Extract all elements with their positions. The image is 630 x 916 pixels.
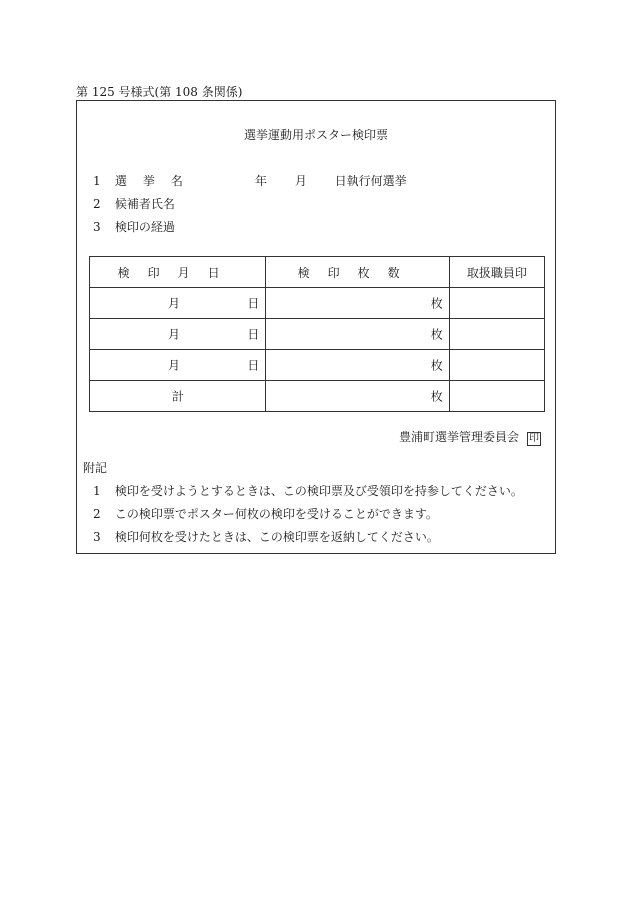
day-label: 日 (247, 296, 260, 311)
table-total-row (90, 381, 545, 412)
committee-name: 豊浦町選挙管理委員会 (398, 430, 519, 444)
item-label: 候補者氏名 (114, 197, 175, 211)
count-unit: 枚 (430, 389, 443, 404)
staff-seal-cell (449, 288, 544, 319)
date-cell (90, 288, 266, 319)
form-number-header: 第 125 号様式(第 108 条関係) (76, 85, 243, 99)
header-date: 検印月日 (90, 257, 266, 288)
table-row (90, 350, 545, 381)
staff-seal-cell (449, 350, 544, 381)
header-count: 検印枚数 (266, 257, 449, 288)
item-label: 検印の経過 (114, 220, 175, 234)
notes-heading: 附記 (83, 461, 108, 475)
date-cell (90, 350, 266, 381)
item-inspection-history (93, 218, 175, 235)
month-label: 月 (294, 174, 307, 188)
note-item (93, 505, 438, 522)
note-number: 3 (93, 530, 101, 544)
item-label: 選挙名 (114, 174, 199, 188)
day-label: 日 (247, 327, 260, 342)
staff-seal-cell (449, 381, 544, 412)
note-item (93, 482, 523, 499)
count-cell (266, 350, 449, 381)
election-date-line (255, 172, 407, 189)
inspection-table (89, 256, 545, 412)
count-cell (266, 319, 449, 350)
form-title: 選挙運動用ポスター検印票 (243, 128, 388, 142)
seal-mark: 印 (529, 433, 539, 444)
count-cell (266, 288, 449, 319)
note-number: 2 (93, 507, 101, 521)
table-header-row (90, 257, 545, 288)
day-label: 日 (247, 358, 260, 373)
total-label: 計 (172, 389, 185, 404)
note-number: 1 (93, 484, 101, 498)
count-unit: 枚 (430, 358, 443, 373)
note-text: この検印票でポスター何枚の検印を受けることができます。 (114, 507, 438, 521)
note-text: 検印何枚を受けたときは、この検印票を返納してください。 (114, 530, 439, 544)
form-frame (76, 100, 556, 554)
total-label-cell (90, 381, 266, 412)
count-unit: 枚 (430, 327, 443, 342)
count-unit: 枚 (430, 296, 443, 311)
staff-seal-cell (449, 319, 544, 350)
year-label: 年 (255, 174, 268, 188)
committee-signature (399, 428, 541, 446)
note-item (93, 528, 439, 545)
table-row (90, 288, 545, 319)
total-count-cell (266, 381, 449, 412)
month-label: 月 (168, 358, 181, 373)
item-number: 3 (93, 220, 101, 234)
item-number: 2 (93, 197, 101, 211)
item-election-name (93, 172, 199, 189)
table-row (90, 319, 545, 350)
day-execution-label: 日執行何選挙 (334, 174, 407, 188)
month-label: 月 (168, 327, 181, 342)
note-text: 検印を受けようとするときは、この検印票及び受領印を持参してください。 (114, 484, 523, 498)
item-number: 1 (93, 174, 101, 188)
item-candidate-name (93, 195, 175, 212)
header-staff-seal: 取扱職員印 (449, 257, 544, 288)
date-cell (90, 319, 266, 350)
month-label: 月 (168, 296, 181, 311)
